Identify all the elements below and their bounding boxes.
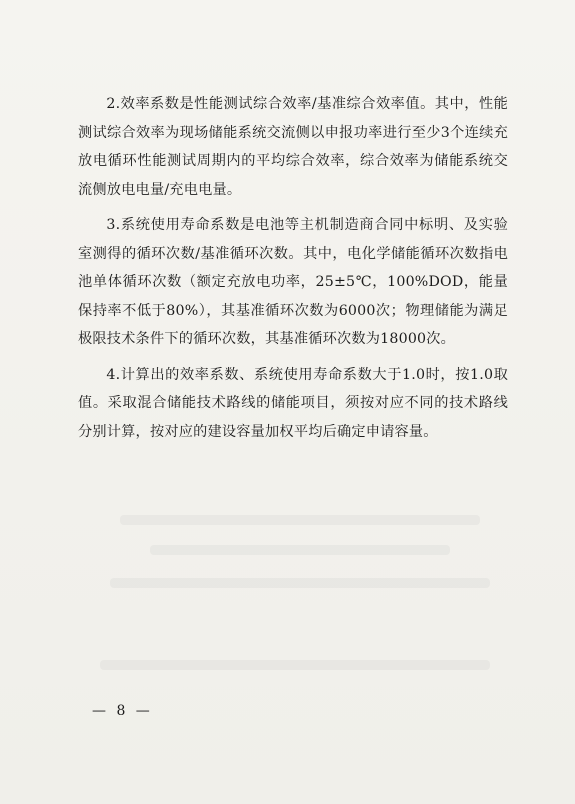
page-number: — 8 — [92,703,153,719]
bleed-through-mark [110,578,490,588]
paragraph-lifetime-coefficient: 3.系统使用寿命系数是电池等主机制造商合同中标明、及实验室测得的循环次数/基准循环次数。其中，电化学储能循环次数指电池单体循环次数（额定充放电功率，25±5℃，100%DOD，能量保持率不低于80%），其基准循环次数为6000次；物理储能为满足极限技术条件下的循环次数，其基准循环次数为18000次。 [78,217,508,347]
bleed-through-mark [150,545,450,555]
document-body [78,90,508,453]
bleed-through-mark [120,515,480,525]
paragraph-efficiency-coefficient: 2.效率系数是性能测试综合效率/基准综合效率值。其中，性能测试综合效率为现场储能系统交流侧以申报功率进行至少3个连续充放电循环性能测试周期内的平均综合效率，综合效率为储能系统交流侧放电电量/充电电量。 [78,96,508,198]
bleed-through-mark [100,660,490,670]
paragraph-value-rule: 4.计算出的效率系数、系统使用寿命系数大于1.0时，按1.0取值。采取混合储能技术路线的储能项目，须按对应不同的技术路线分别计算，按对应的建设容量加权平均后确定申请容量。 [78,366,508,440]
